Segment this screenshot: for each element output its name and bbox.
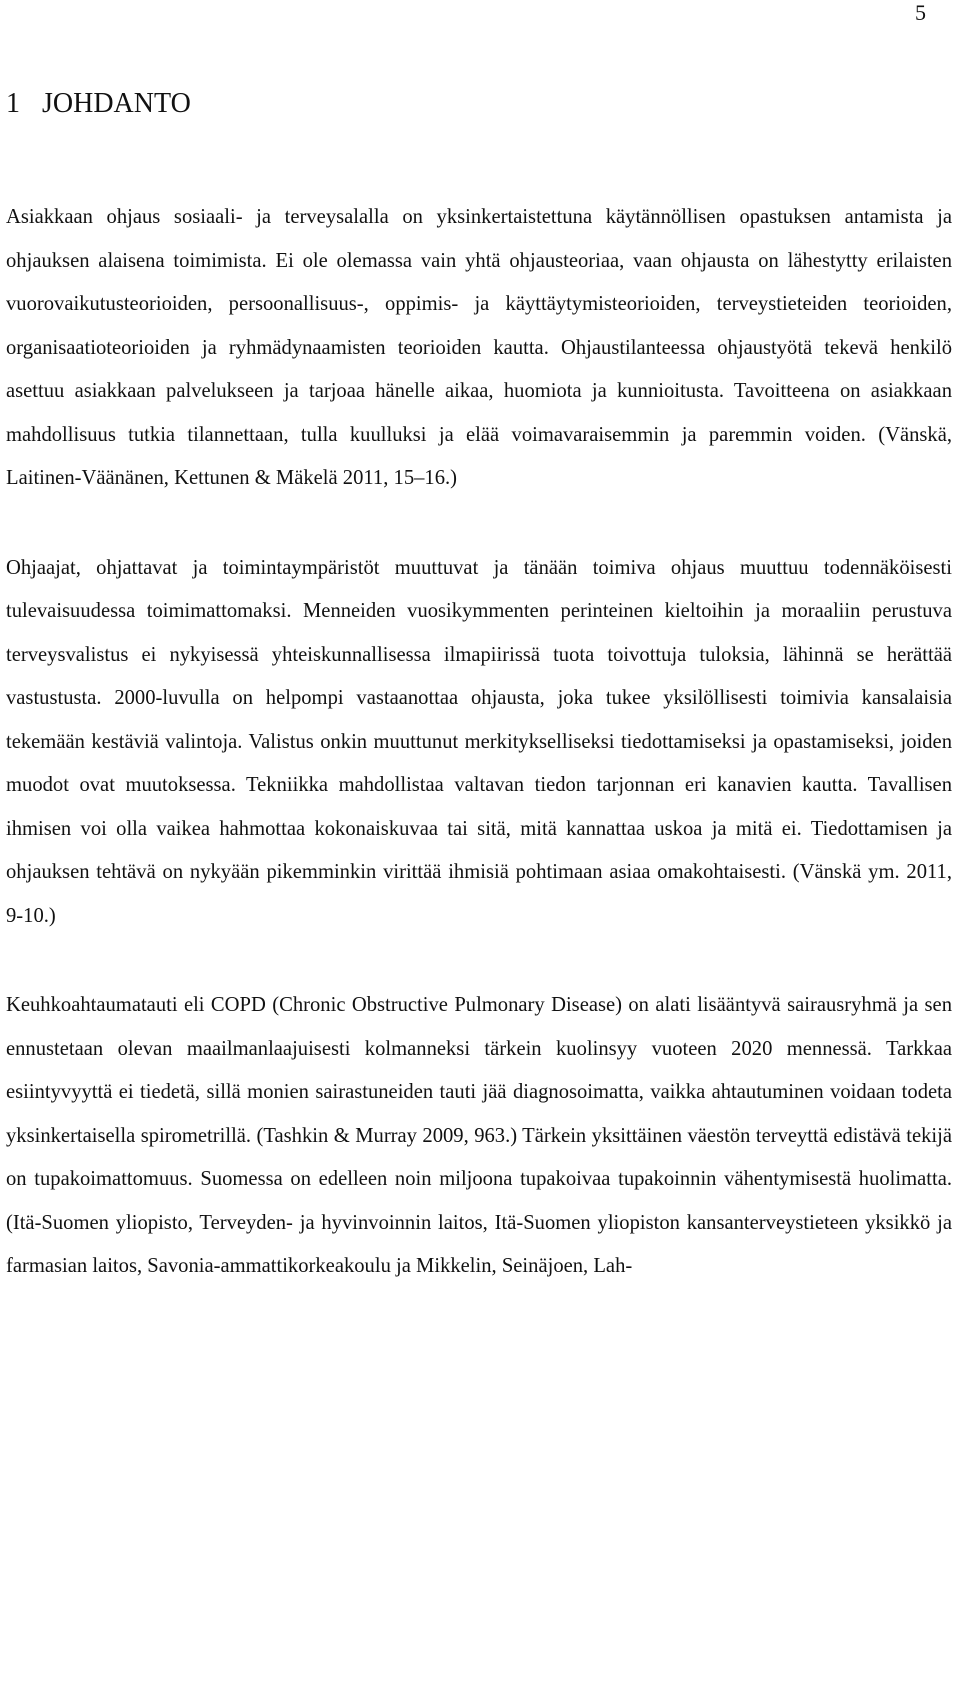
paragraph-ohjaus: Asiakkaan ohjaus sosiaali- ja terveysalalla on yksinkertaistettuna käytännöllisen opastuksen antamista ja ohjauksen alaisena toimimista. Ei ole olemassa vain yhtä ohjausteoriaa, vaan ohjausta on lähestytty erilaisten vuorovaikutusteorioiden, persoonallisuus-, oppimis- ja käyttäytymisteorioiden, terveystieteiden teorioiden, organisaatioteorioiden ja ryhmädynaamisten teorioiden kautta. Ohjaustilanteessa ohjaustyötä tekevä henkilö asettuu asiakkaan palvelukseen ja tarjoaa hänelle aikaa, huomiota ja kunnioitusta. Tavoitteena on asiakkaan mahdollisuus tutkia tilannettaan, tulla kuulluksi ja elää voimavaraisemmin ja paremmin voiden. (Vänskä, Laitinen-Väänänen, Kettunen & Mäkelä 2011, 15–16.)	[6, 206, 952, 489]
body-text	[6, 196, 952, 1289]
chapter-title: JOHDANTO	[42, 88, 191, 119]
page-number: 5	[915, 0, 926, 25]
paragraph-muutos: Ohjaajat, ohjattavat ja toimintaympäristöt muuttuvat ja tänään toimiva ohjaus muuttuu todennäköisesti tulevaisuudessa toimimattomaksi. Menneiden vuosikymmenten perinteinen kieltoihin ja moraaliin perustuva terveysvalistus ei nykyisessä yhteiskunnallisessa ilmapiirissä tuota toivottuja tuloksia, lähinnä se herättää vastustusta. 2000-luvulla on helpompi vastaanottaa ohjausta, joka tukee yksilöllisesti toimivia kansalaisia tekemään kestäviä valintoja. Valistus onkin muuttunut merkitykselliseksi tiedottamiseksi ja opastamiseksi, joiden muodot ovat muutoksessa. Tekniikka mahdollistaa valtavan tiedon tarjonnan eri kanavien kautta. Tavallisen ihmisen voi olla vaikea hahmottaa kokonaiskuvaa tai sitä, mitä kannattaa uskoa ja mitä ei. Tiedottamisen ja ohjauksen tehtävä on nykyään pikemminkin virittää ihmisiä pohtimaan asiaa omakohtaisesti. (Vänskä ym. 2011, 9-10.)	[6, 556, 952, 927]
paragraph-copd: Keuhkoahtaumatauti eli COPD (Chronic Obstructive Pulmonary Disease) on alati lisääntyvä sairausryhmä ja sen ennustetaan olevan maailmanlaajuisesti kolmanneksi tärkein kuolinsyy vuoteen 2020 mennessä. Tarkkaa esiintyvyyttä ei tiedetä, sillä monien sairastuneiden tauti jää diagnosoimatta, vaikka ahtautuminen voidaan todeta yksinkertaisella spirometrillä. (Tashkin & Murray 2009, 963.) Tärkein yksittäinen väestön terveyttä edistävä tekijä on tupakoimattomuus. Suomessa on edelleen noin miljoona tupakoivaa tupakoinnin vähentymisestä huolimatta. (Itä-Suomen yliopisto, Terveyden- ja hyvinvoinnin laitos, Itä-Suomen yliopiston kansanterveystieteen yksikkö ja farmasian laitos, Savonia-ammattikorkeakoulu ja Mikkelin, Seinäjoen, Lah-	[6, 994, 952, 1277]
chapter-number: 1	[6, 88, 20, 119]
chapter-heading	[6, 86, 191, 122]
